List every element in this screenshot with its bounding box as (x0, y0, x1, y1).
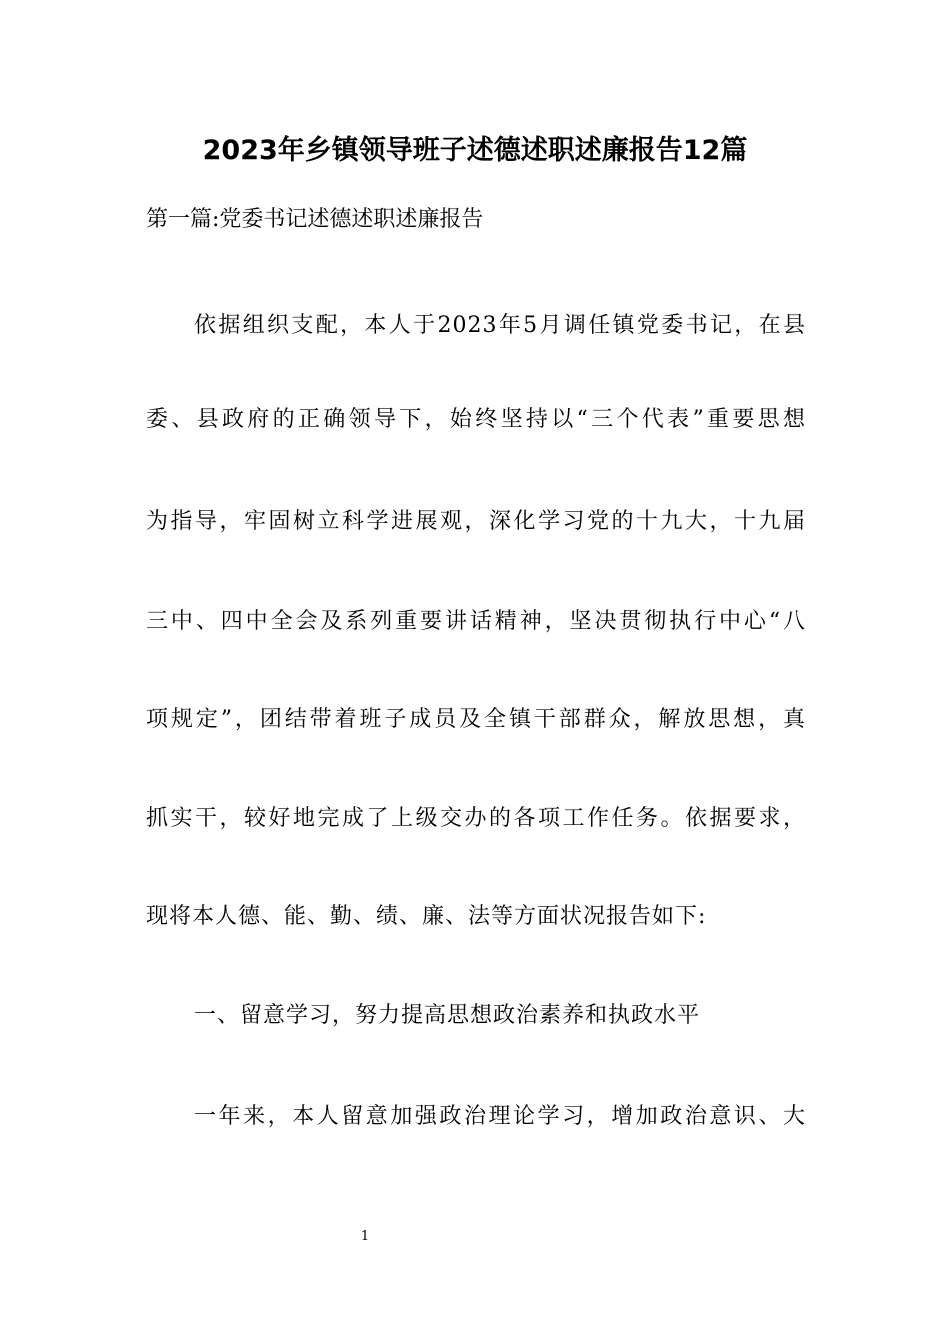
document-title: 2023年乡镇领导班子述德述职述廉报告12篇 (202, 135, 748, 166)
paragraph-line: 为指导，牢固树立科学进展观，深化学习党的十九大，十九届 (146, 509, 806, 534)
paragraph-line: 抓实干，较好地完成了上级交办的各项工作任务。依据要求， (146, 806, 806, 831)
paragraph-line: 项规定”，团结带着班子成员及全镇干部群众，解放思想，真 (146, 707, 806, 732)
paragraph-line: 一年来，本人留意加强政治理论学习，增加政治意识、大 (194, 1104, 806, 1129)
page-number: 1 (360, 1229, 370, 1244)
document-subtitle: 第一篇:党委书记述德述职述廉报告 (146, 207, 484, 232)
paragraph-line: 依据组织支配，本人于2023年5月调任镇党委书记，在县 (194, 313, 806, 338)
paragraph-line: 三中、四中全会及系列重要讲话精神，坚决贯彻执行中心“八 (146, 609, 806, 634)
paragraph-line: 委、县政府的正确领导下，始终坚持以“三个代表”重要思想 (146, 407, 806, 432)
paragraph-line: 现将本人德、能、勤、绩、廉、法等方面状况报告如下: (146, 904, 707, 929)
section-heading: 一、留意学习，努力提高思想政治素养和执政水平 (194, 1003, 701, 1028)
